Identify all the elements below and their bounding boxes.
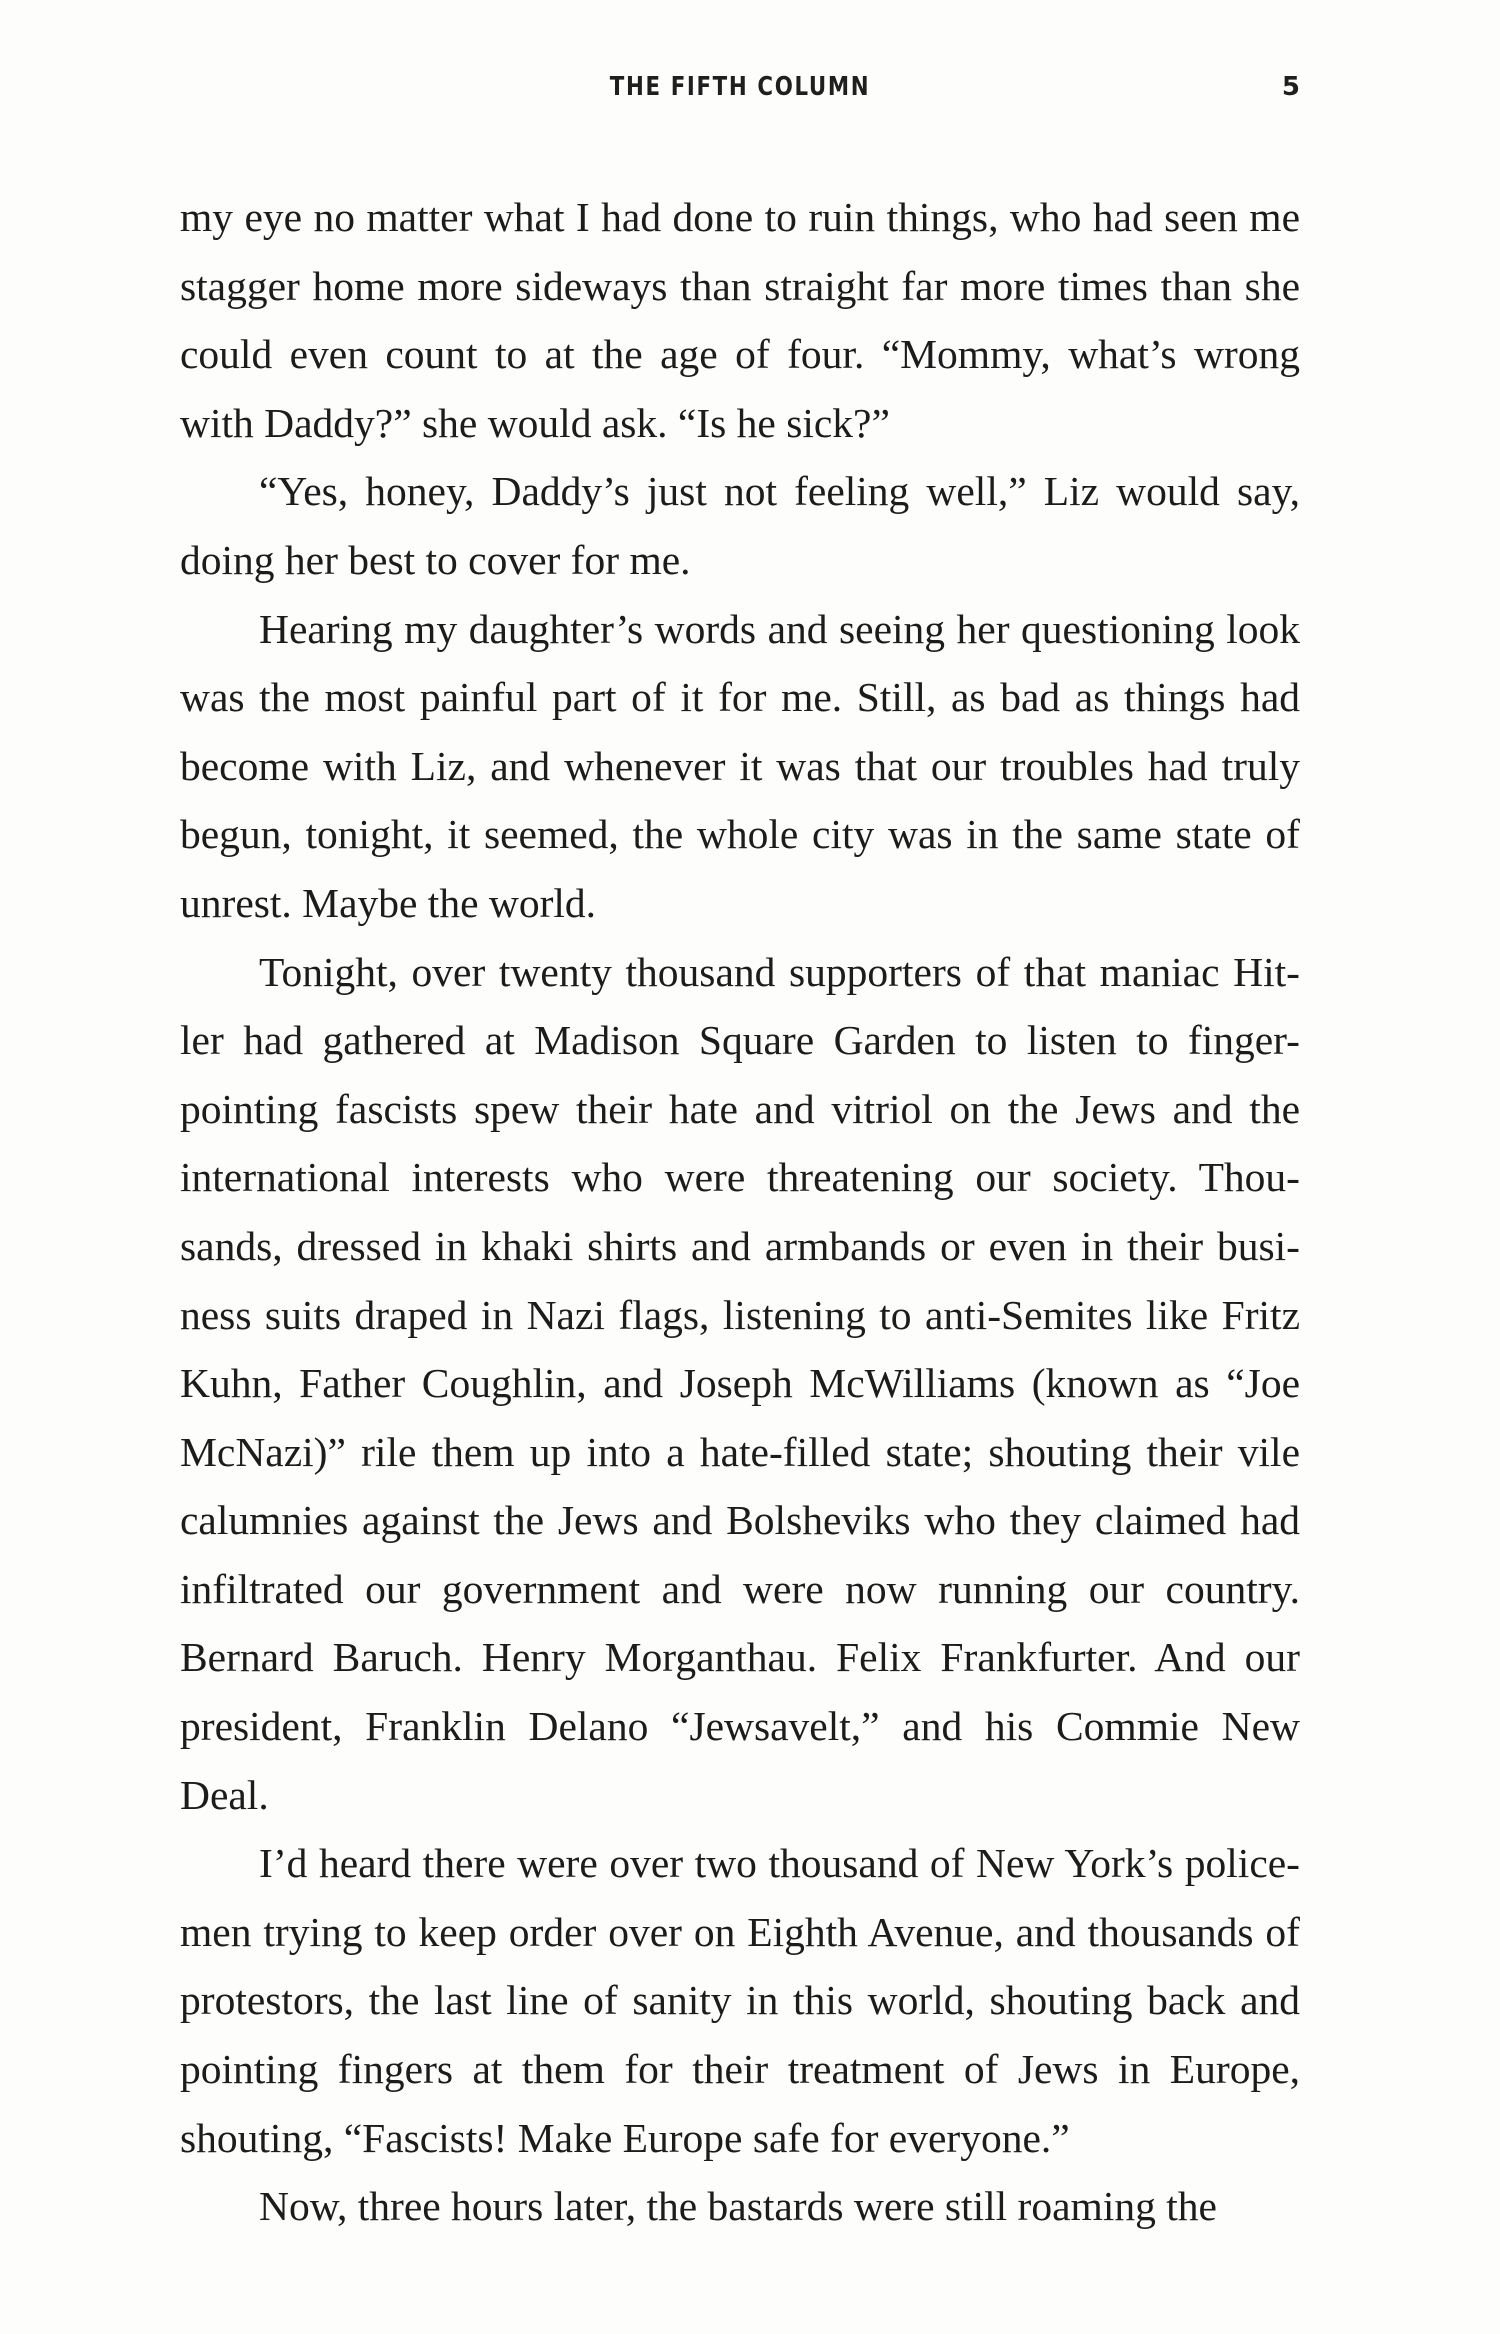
paragraph: Now, three hours later, the bastards were still roaming the (259, 2183, 1217, 2230)
running-head (180, 72, 1300, 112)
paragraph: “Yes, honey, Daddy’s just not feeling well,” Liz would say, doing her best to cover for me. (180, 468, 1300, 583)
running-title: THE FIFTH COLUMN (609, 72, 871, 102)
paragraph: Hearing my daughter’s words and seeing her questioning look was the most painful part of it for me. Still, as bad as things had become with Liz, and whenever it was that our troubles had truly begun, tonight, it seemed, the whole city was in the same state of unrest. Maybe the world. (180, 605, 1300, 926)
page-number: 5 (1281, 72, 1300, 102)
paragraph-continued: my eye no matter what I had done to ruin things, who had seen me stagger home more sideways than straight far more times than she could even count to at the age of four. “Mommy, what’s wrong with Daddy?” she would ask. “Is he sick?” (180, 194, 1300, 446)
body-text (180, 183, 1300, 2241)
paragraph: I’d heard there were over two thousand of New York’s policemen trying to keep order over on Eighth Avenue, and thousands of protestors, the last line of sanity in this world, shouting back and pointing fingers at them for their treatment of Jews in Europe, shouting, “Fascists! Make Europe safe for everyone.” (180, 1840, 1300, 2161)
paragraph: Tonight, over twenty thousand supporters of that maniac Hitler had gathered at Madison Square Garden to listen to finger-pointing fascists spew their hate and vitriol on the Jews and the international interests who were threatening our society. Thousands, dressed in khaki shirts and armbands or even in their business suits draped in Nazi flags, listening to anti-Semites like Fritz Kuhn, Father Coughlin, and Joseph McWilliams (known as “Joe McNazi)” rile them up into a hate-filled state; shouting their vile calumnies against the Jews and Bolsheviks who they claimed had infiltrated our government and were now running our country. Bernard Baruch. Henry Morganthau. Felix Frankfurter. And our president, Franklin Delano “Jewsavelt,” and his Commie New Deal. (180, 948, 1300, 1818)
